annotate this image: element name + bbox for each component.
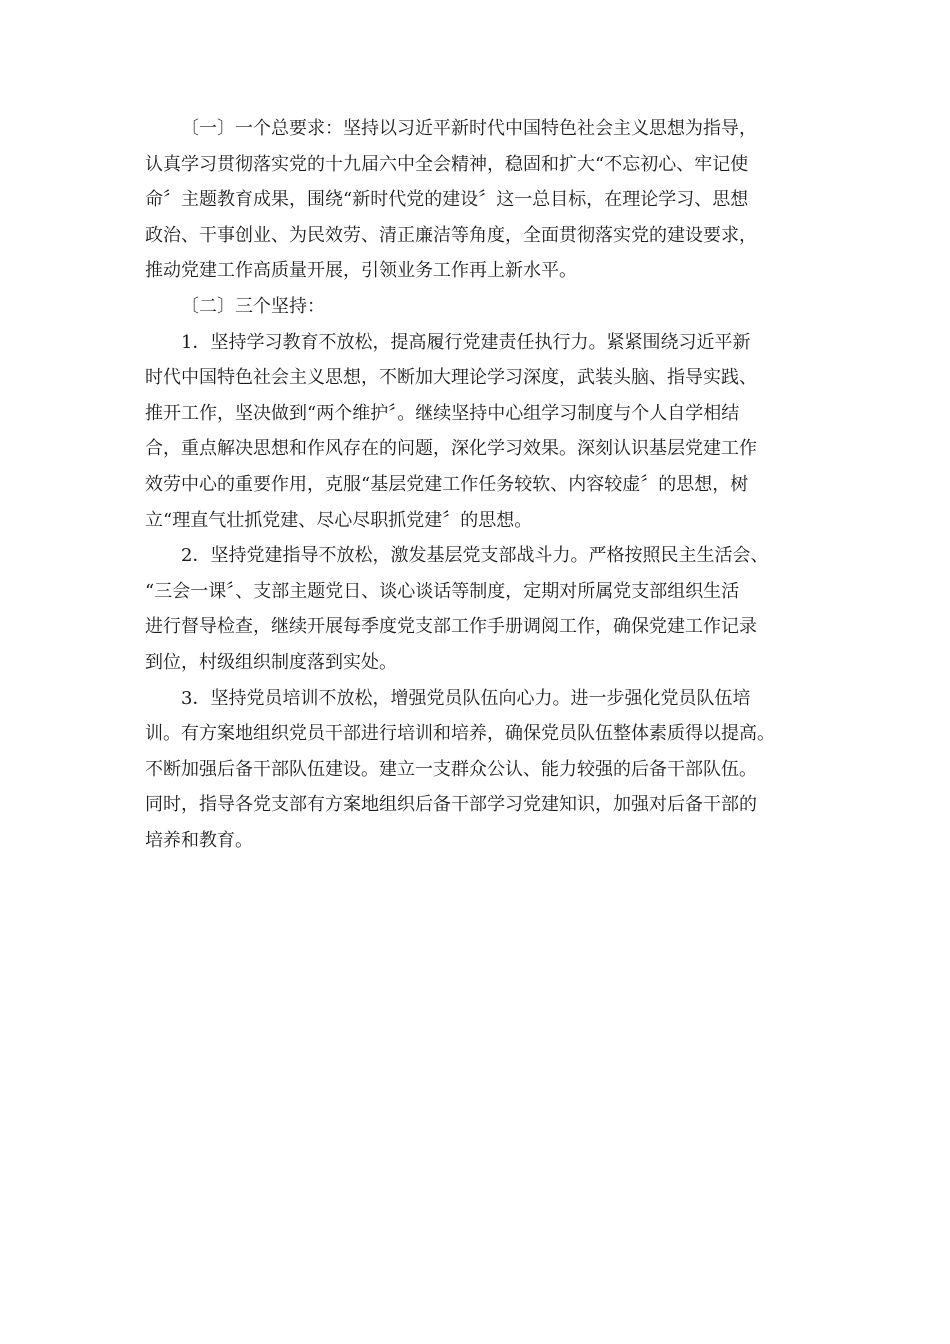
paragraph-item-3 bbox=[145, 681, 810, 859]
text-line: 不断加强后备干部队伍建设。建立一支群众公认、能力较强的后备干部队伍。 bbox=[145, 758, 757, 780]
paragraph-item-2 bbox=[145, 538, 810, 680]
text-line: 进行督导检查，继续开展每季度党支部工作手册调阅工作，确保党建工作记录 bbox=[145, 616, 757, 638]
text-line: 1．坚持学习教育不放松，提高履行党建责任执行力。紧紧围绕习近平新 bbox=[181, 331, 751, 353]
text-line: 训。有方案地组织党员干部进行培训和培养，确保党员队伍整体素质得以提高。 bbox=[145, 723, 775, 745]
document-body bbox=[145, 111, 810, 858]
text-line: 同时，指导各党支部有方案地组织后备干部学习党建知识，加强对后备干部的 bbox=[145, 794, 757, 816]
text-line: 到位，村级组织制度落到实处。 bbox=[145, 651, 397, 673]
text-line: 3．坚持党员培训不放松，增强党员队伍向心力。进一步强化党员队伍培 bbox=[181, 687, 751, 709]
text-line: 2．坚持党建指导不放松，激发基层党支部战斗力。严格按照民主生活会、 bbox=[181, 545, 769, 567]
text-line: 〔二〕三个坚持： bbox=[181, 295, 325, 317]
text-line: 推动党建工作高质量开展，引领业务工作再上新水平。 bbox=[145, 260, 577, 282]
text-line: 立“理直气壮抓党建、尽心尽职抓党建〞的思想。 bbox=[145, 509, 533, 531]
text-line: 政治、干事创业、为民效劳、清正廉洁等角度，全面贯彻落实党的建设要求， bbox=[145, 224, 757, 246]
text-line: 合，重点解决思想和作风存在的问题，深化学习效果。深刻认识基层党建工作 bbox=[145, 438, 757, 460]
text-line: 时代中国特色社会主义思想，不断加大理论学习深度，武装头脑、指导实践、 bbox=[145, 367, 757, 389]
paragraph-general-requirement bbox=[145, 111, 810, 289]
text-line: 认真学习贯彻落实党的十九届六中全会精神，稳固和扩大“不忘初心、牢记使 bbox=[145, 153, 749, 175]
text-line: 命〞主题教育成果，围绕“新时代党的建设〞这一总目标，在理论学习、思想 bbox=[145, 189, 749, 211]
text-line: 效劳中心的重要作用，克服“基层党建工作任务较软、内容较虚〞的思想，树 bbox=[145, 473, 749, 495]
section-heading-three-persistences bbox=[145, 289, 810, 325]
text-line: 推开工作，坚决做到“两个维护〞。继续坚持中心组学习制度与个人自学相结 bbox=[145, 402, 740, 424]
text-line: 培养和教育。 bbox=[145, 829, 253, 851]
text-line: “三会一课〞、支部主题党日、谈心谈话等制度，定期对所属党支部组织生活 bbox=[145, 580, 740, 602]
text-line: 〔一〕一个总要求：坚持以习近平新时代中国特色社会主义思想为指导， bbox=[181, 118, 757, 139]
paragraph-item-1 bbox=[145, 325, 810, 539]
